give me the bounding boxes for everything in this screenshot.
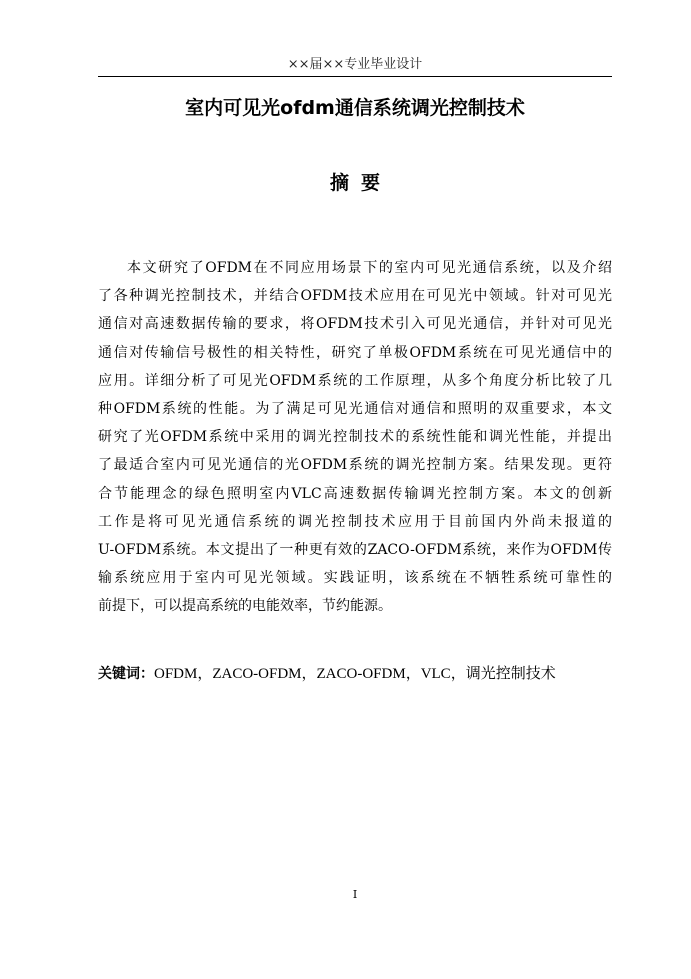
header-rule (98, 76, 612, 77)
running-header: ××届××专业毕业设计 (287, 57, 423, 72)
abstract-line: 种OFDM系统的性能。为了满足可见光通信对通信和照明的双重要求，本文 (98, 400, 612, 417)
abstract-line: 通信对高速数据传输的要求，将OFDM技术引入可见光通信，并针对可见光 (98, 316, 612, 333)
abstract-line: U-OFDM系统。本文提出了一种更有效的ZACO-OFDM系统，来作为OFDM传 (98, 541, 612, 558)
abstract-line: 应用。详细分析了可见光OFDM系统的工作原理，从多个角度分析比较了几 (98, 372, 612, 389)
keywords (98, 662, 612, 686)
abstract-line: 合节能理念的绿色照明室内VLC高速数据传输调光控制方案。本文的创新 (98, 485, 612, 502)
abstract-line: 了最适合室内可见光通信的光OFDM系统的调光控制方案。结果发现。更符 (98, 457, 612, 474)
abstract-line: 本文研究了OFDM在不同应用场景下的室内可见光通信系统，以及介绍 (127, 260, 612, 276)
keywords-text: OFDM，ZACO-OFDM，ZACO-OFDM，VLC，调光控制技术 (154, 666, 556, 682)
page-number: I (352, 888, 358, 901)
abstract-line: 输系统应用于室内可见光领域。实践证明，该系统在不牺牲系统可靠性的 (98, 570, 612, 587)
abstract-line: 前提下，可以提高系统的电能效率，节约能源。 (98, 598, 392, 615)
abstract-line: 通信对传输信号极性的相关特性，研究了单极OFDM系统在可见光通信中的 (98, 344, 612, 361)
abstract-line: 了各种调光控制技术，并结合OFDM技术应用在可见光中领域。针对可见光 (98, 288, 612, 305)
abstract-heading: 摘要 (329, 172, 392, 194)
document-title: 室内可见光ofdm通信系统调光控制技术 (185, 97, 525, 119)
abstract-line: 工作是将可见光通信系统的调光控制技术应用于目前国内外尚未报道的 (98, 513, 612, 530)
abstract-body (98, 254, 612, 620)
abstract-line: 研究了光OFDM系统中采用的调光控制技术的系统性能和调光性能，并提出 (98, 429, 612, 446)
keywords-label: 关键词： (98, 666, 154, 682)
